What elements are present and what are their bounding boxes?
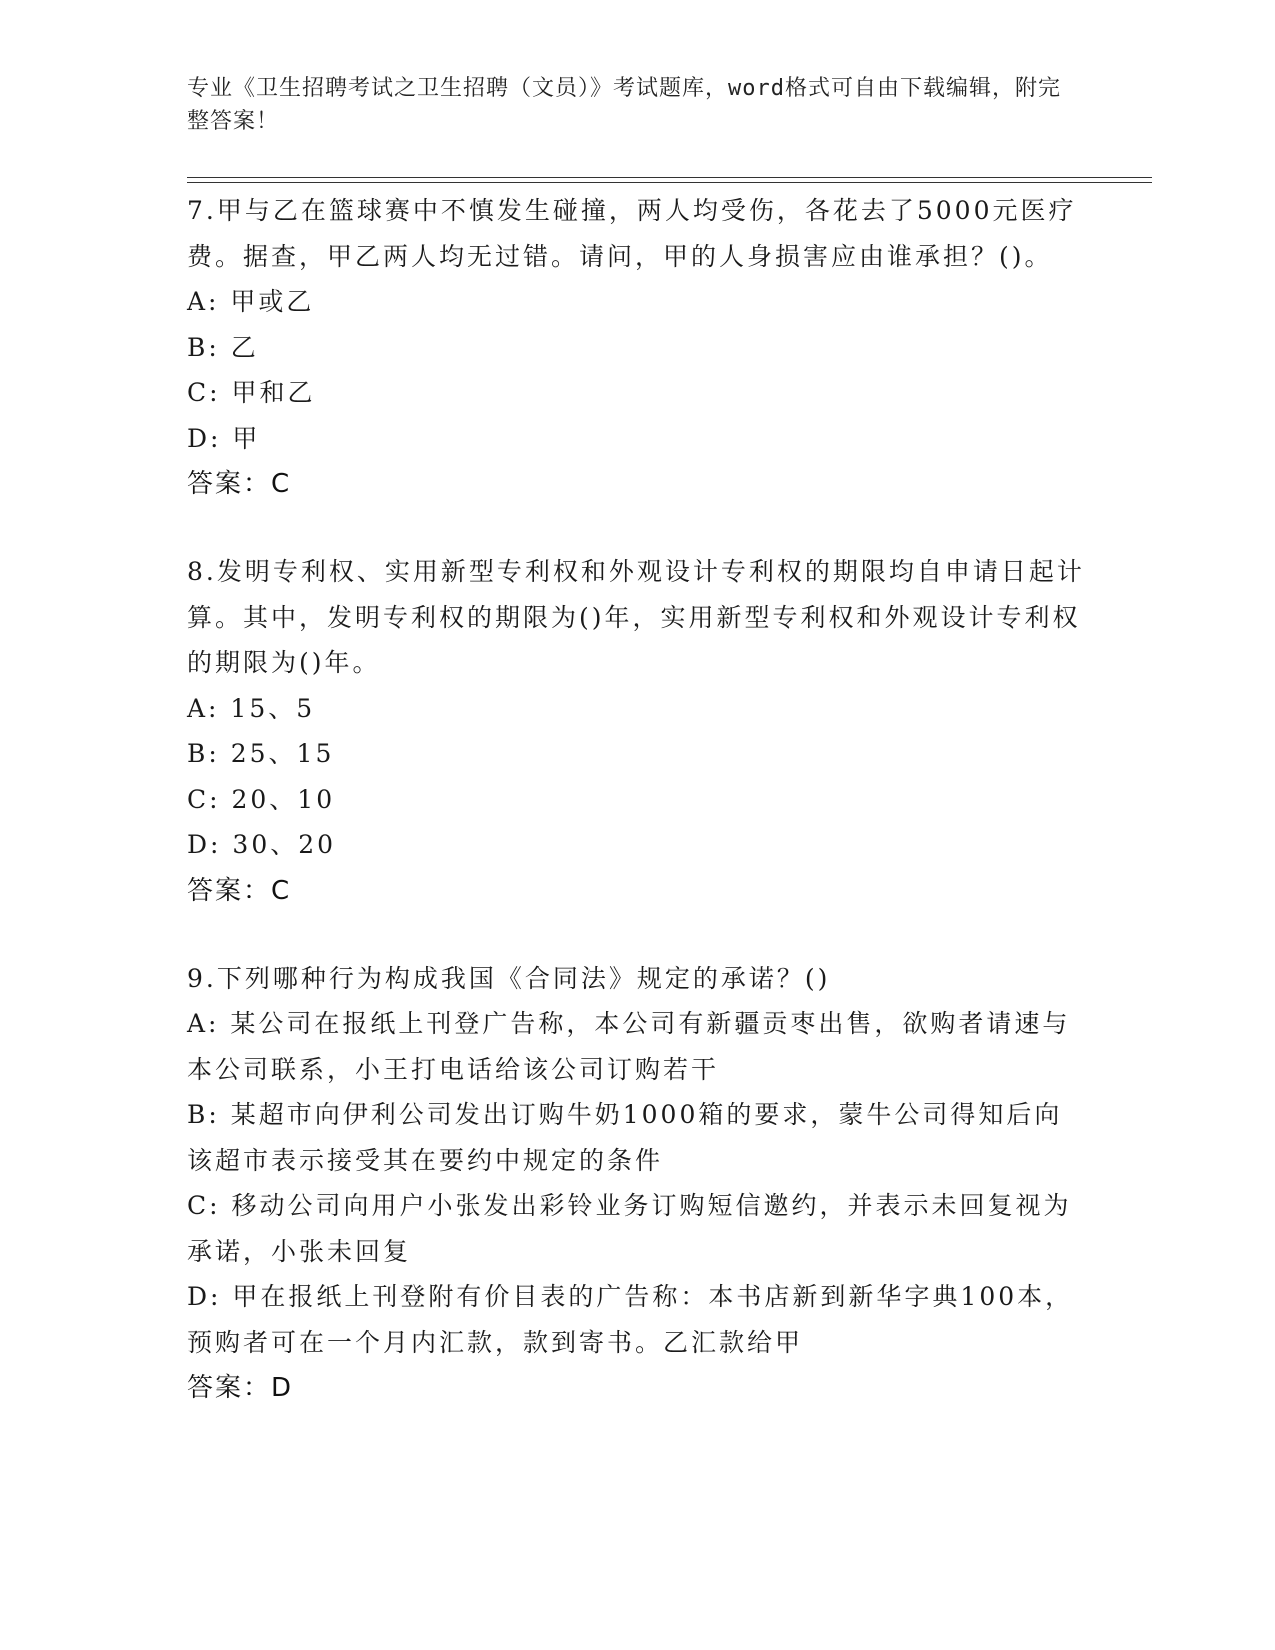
option-b: B: 25、15 bbox=[187, 739, 335, 768]
option-b: B: 某超市向伊利公司发出订购牛奶1000箱的要求，蒙牛公司得知后向该超市表示接受其在要约中规定的条件 bbox=[187, 1100, 1063, 1175]
option-a: A: 15、5 bbox=[187, 693, 316, 723]
spacer bbox=[187, 914, 1087, 956]
option-c: C: 移动公司向用户小张发出彩铃业务订购短信邀约，并表示未回复视为承诺，小张未回复 bbox=[187, 1191, 1072, 1266]
question-stem: 7.甲与乙在篮球赛中不慎发生碰撞，两人均受伤，各花去了5000元医疗费。据查，甲乙两人均无过错。请问，甲的人身损害应由谁承担？()。 bbox=[187, 196, 1077, 271]
option-a: A: 甲或乙 bbox=[187, 287, 315, 316]
question-9 bbox=[187, 956, 1087, 1412]
question-stem: 9.下列哪种行为构成我国《合同法》规定的承诺？() bbox=[187, 963, 831, 993]
option-d: D: 30、20 bbox=[187, 830, 337, 859]
spacer bbox=[187, 507, 1087, 549]
question-7 bbox=[187, 188, 1087, 507]
question-stem: 8.发明专利权、实用新型专利权和外观设计专利权的期限均自申请日起计算。其中，发明专利权的期限为()年，实用新型专利权和外观设计专利权的期限为()年。 bbox=[187, 557, 1085, 677]
header-divider-bottom bbox=[187, 182, 1152, 183]
header-divider-top bbox=[187, 177, 1152, 178]
answer: 答案：C bbox=[187, 875, 292, 906]
document-header: 专业《卫生招聘考试之卫生招聘（文员）》考试题库，word格式可自由下载编辑，附完整答案！ bbox=[187, 76, 1061, 134]
option-d: D: 甲在报纸上刊登附有价目表的广告称：本书店新到新华字典100本，预购者可在一个月内汇款，款到寄书。乙汇款给甲 bbox=[187, 1282, 1074, 1357]
option-b: B: 乙 bbox=[187, 332, 259, 362]
option-c: C: 甲和乙 bbox=[187, 378, 316, 407]
answer: 答案：C bbox=[187, 469, 292, 499]
option-a: A: 某公司在报纸上刊登广告称，本公司有新疆贡枣出售，欲购者请速与本公司联系，小王打电话给该公司订购若干 bbox=[187, 1009, 1071, 1084]
question-8 bbox=[187, 549, 1087, 914]
option-c: C: 20、10 bbox=[187, 784, 336, 814]
question-list bbox=[187, 188, 1087, 1411]
answer: 答案：D bbox=[187, 1373, 294, 1403]
option-d: D: 甲 bbox=[187, 423, 261, 453]
